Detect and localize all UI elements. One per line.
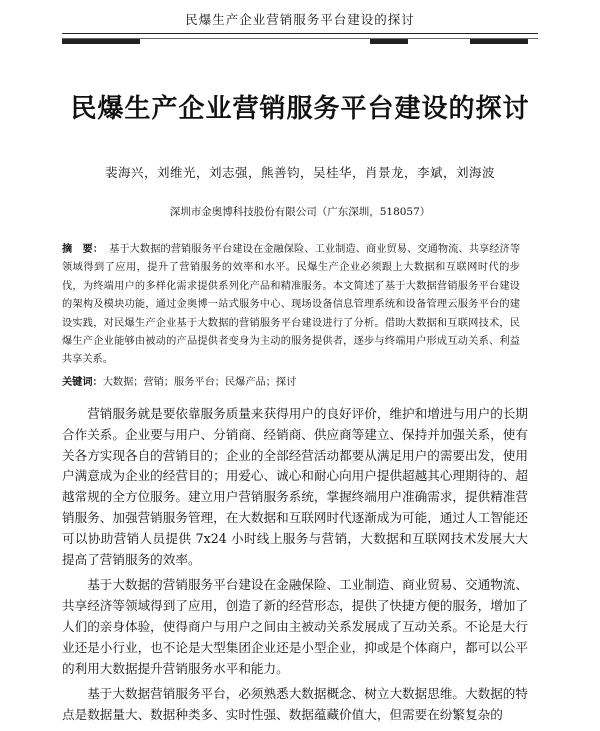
author-list: 裴海兴，刘维光，刘志强，熊善钧，吴桂华，肖景龙，李斌，刘海波	[104, 165, 495, 180]
header-mark	[62, 39, 140, 44]
body-text	[62, 404, 528, 731]
keywords-text: 大数据；营销；服务平台；民爆产品；探讨	[102, 377, 297, 388]
keywords	[62, 373, 520, 392]
header-rule	[62, 33, 538, 34]
keywords-label: 关键词：	[62, 376, 103, 388]
abstract-text: 基于大数据的营销服务平台建设在金融保险、工业制造、商业贸易、交通物流、共享经济等领域得到了应用，提升了营销服务的效率和水平。民爆生产企业必须跟上大数据和互联网时代的步伐，为终端用户的多样化需求提供系列化产品和精准服务。本文简述了基于大数据营销服务平台建设的架构及模块功能，通过金奥博一站式服务中心、现场设备信息管理系统和设备管理云服务平台的建设实践，对民爆生产企业基于大数据的营销服务平台建设进行了分析。借助大数据和互联网技术，民爆生产企业能够由被动的产品提供者变身为主动的服务提供者，逐步与终端用户形成互动关系、利益共享关系。	[62, 244, 521, 366]
paper-title: 民爆生产企业营销服务平台建设的探讨	[70, 94, 530, 124]
header-mark	[370, 39, 408, 44]
header-mark	[470, 39, 528, 44]
body-paragraph: 营销服务就是要依靠服务质量来获得用户的良好评价，维护和增进与用户的长期合作关系。企业要与用户、分销商、经销商、供应商等建立、保持并加强关系，使有关各方实现各自的营销目的；企业的全部经营活动都要从满足用户的需要出发，使用户满意成为企业的经营目的；用爱心、诚心和耐心向用户提供超越其心理期待的、超越常规的全方位服务。建立用户营销服务系统，掌握终端用户准确需求，提供精准营销服务、加强营销服务管理，在大数据和互联网时代逐渐成为可能，通过人工智能还可以协助营销人员提供 7x24 小时线上服务与营销，大数据和互联网技术发展大大提高了营销服务的效率。	[62, 406, 528, 567]
running-header: 民爆生产企业营销服务平台建设的探讨	[185, 12, 415, 27]
abstract	[62, 240, 520, 370]
affiliation: 深圳市金奥博科技股份有限公司（广东深圳，518057）	[169, 206, 431, 218]
abstract-label: 摘 要：	[62, 243, 104, 255]
body-paragraph: 基于大数据营销服务平台，必须熟悉大数据概念、树立大数据思维。大数据的特点是数据量大、数据种类多、实时性强、数据蕴藏价值大，但需要在纷繁复杂的	[62, 686, 528, 723]
body-paragraph: 基于大数据的营销服务平台建设在金融保险、工业制造、商业贸易、交通物流、共享经济等领域得到了应用，创造了新的经营形态，提供了快捷方便的服务，增加了人们的亲身体验，使得商户与用户之间由主被动关系发展成了互动关系。不论是大行业还是小行业，也不论是大型集团企业还是小型企业，抑或是个体商户，都可以公平的利用大数据提升营销服务水平和能力。	[62, 577, 528, 676]
